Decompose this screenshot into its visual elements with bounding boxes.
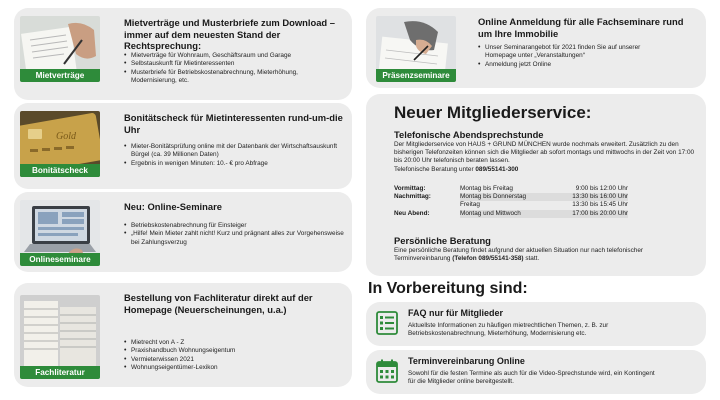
laptop-image xyxy=(20,200,100,266)
termin-text: Sowohl für die festen Termine als auch für die Video-Sprechstunde wird, ein Kontingent für die Mitglieder online bereitgestellt. xyxy=(408,370,655,386)
card-title: Neu: Online-Seminare xyxy=(124,201,222,212)
phone-text: Der Mitgliederservice von HAUS + GRUND MÜNCHEN wurde nochmals erweitert. Zusätzlich zu den bisherigen Telefonzeiten können sich die Mitglieder ab sofort montags und mittwochs in der Zeit von 17:00 bis 20:00 Uhr telefonisch beraten lassen. xyxy=(394,141,695,165)
termin-heading: Terminvereinbarung Online xyxy=(408,356,525,366)
list-item: • Praxishandbuch Wohnungseigentum xyxy=(124,347,344,355)
hours-time: 13:30 bis 16:00 Uhr xyxy=(552,193,628,201)
card-mietvertraege[interactable] xyxy=(14,8,352,100)
table-row xyxy=(394,210,628,218)
service-title: Neuer Mitgliederservice: xyxy=(394,103,592,122)
card-title: Online Anmeldung für alle Fachseminare rund um Ihre Immobilie xyxy=(478,16,684,39)
hours-day: Neu Abend: xyxy=(394,209,430,217)
hours-time: 17:00 bis 20:00 Uhr xyxy=(552,210,628,218)
hours-day: Vormittag: xyxy=(394,185,426,192)
book-stack-image xyxy=(20,295,100,379)
table-row xyxy=(394,193,628,201)
list-item: • Musterbriefe für Betriebskostenabrechnung, Mieterhöhung, Modernisierung, etc. xyxy=(124,69,344,86)
table-row xyxy=(394,201,628,209)
card-mitgliederservice xyxy=(366,94,706,276)
office-hours-table xyxy=(394,185,628,218)
bullet-list xyxy=(124,339,344,373)
thumb-label-mietvertraege: Mietverträge xyxy=(20,69,100,82)
personal-description xyxy=(394,247,700,263)
hours-day xyxy=(394,201,460,209)
personal-text: Eine persönliche Beratung findet aufgrund der aktuellen Situation nur nach telefonischer Terminvereinbarung xyxy=(394,247,644,263)
thumb-label-praesenzseminare: Präsenzseminare xyxy=(376,69,456,82)
card-faq[interactable] xyxy=(366,302,706,346)
list-item: • Wohnungseigentümer-Lexikon xyxy=(124,364,344,372)
list-item: • Ergebnis in wenigen Minuten: 10.- € pro Abfrage xyxy=(124,160,344,168)
list-item: • „Hilfe! Mein Mieter zahlt nicht! Kurz und prägnant alles zur Vorgehensweise bei Zahlungsverzug xyxy=(124,230,344,247)
list-item: • Mietverträge für Wohnraum, Geschäftsraum und Garage xyxy=(124,52,344,60)
contract-signing-image xyxy=(20,16,100,82)
table-row xyxy=(394,185,628,193)
personal-suffix: statt. xyxy=(523,255,540,263)
personal-phone[interactable]: (Telefon 089/55141-358) xyxy=(452,255,524,263)
personal-heading: Persönliche Beratung xyxy=(394,235,491,246)
phone-prefix: Telefonische Beratung unter xyxy=(394,165,476,173)
svg-text:Gold: Gold xyxy=(56,131,76,142)
phone-heading: Telefonische Abendsprechstunde xyxy=(394,129,544,140)
checklist-icon xyxy=(376,311,398,335)
hours-day: Nachmittag: xyxy=(394,193,431,201)
hours-range: Montag und Mittwoch xyxy=(460,210,552,218)
card-title: Bestellung von Fachliteratur direkt auf der Homepage (Neuerscheinungen, u.a.) xyxy=(124,292,313,315)
hours-range: Montag bis Freitag xyxy=(460,185,513,192)
list-item: • Vermieterwissen 2021 xyxy=(124,356,344,364)
phone-description xyxy=(394,141,700,174)
card-title: Bonitätscheck für Mietinteressenten rund-um-die Uhr xyxy=(124,112,343,135)
hours-range: Montag bis Donnerstag xyxy=(460,193,552,201)
list-item: • Selbstauskunft für Mietinteressenten xyxy=(124,60,344,68)
thumb-label-onlineseminare: Onlineseminare xyxy=(20,253,100,266)
gold-card-image xyxy=(20,111,100,177)
list-item: • Mietrecht von A - Z xyxy=(124,339,344,347)
list-item: • Unser Seminarangebot für 2021 finden Sie auf unserer Homepage unter „Veranstaltungen“ xyxy=(478,44,648,61)
card-title: Mietverträge und Musterbriefe zum Download – immer auf dem neuesten Stand der Rechtsprechung: xyxy=(124,17,335,52)
list-item: • Mieter-Bonitätsprüfung online mit der Datenbank der Wirtschaftsauskunft Bürgel (ca. 39 Millionen Daten) xyxy=(124,143,344,160)
bullet-list xyxy=(124,222,344,247)
card-praesenzseminare[interactable] xyxy=(366,8,706,88)
list-item: • Betriebskostenabrechnung für Einsteiger xyxy=(124,222,344,230)
faq-heading: FAQ nur für Mitglieder xyxy=(408,308,504,318)
faq-text: Aktuellste Informationen zu häufigen mietrechtlichen Themen, z. B. zur Betriebskostenabrechnung, Mieterhöhung, Modernisierung etc. xyxy=(408,322,609,338)
bullet-list xyxy=(124,143,344,168)
list-item: • Anmeldung jetzt Online xyxy=(478,61,648,69)
calendar-icon xyxy=(376,359,398,383)
card-bonitaetscheck[interactable] xyxy=(14,103,352,189)
thumb-label-fachliteratur: Fachliteratur xyxy=(20,366,100,379)
hours-range: Freitag xyxy=(460,201,480,209)
writing-hand-image xyxy=(376,16,456,82)
card-terminvereinbarung[interactable] xyxy=(366,350,706,394)
card-fachliteratur[interactable] xyxy=(14,283,352,387)
hours-time: 13:30 bis 15:45 Uhr xyxy=(572,201,628,209)
thumb-label-bonitaetscheck: Bonitätscheck xyxy=(20,164,100,177)
prep-title: In Vorbereitung sind: xyxy=(368,280,528,297)
bullet-list xyxy=(124,52,344,86)
hours-time: 9:00 bis 12:00 Uhr xyxy=(575,185,628,192)
phone-number[interactable]: 089/55141-300 xyxy=(475,165,519,173)
bullet-list xyxy=(478,44,648,69)
card-onlineseminare[interactable] xyxy=(14,192,352,272)
